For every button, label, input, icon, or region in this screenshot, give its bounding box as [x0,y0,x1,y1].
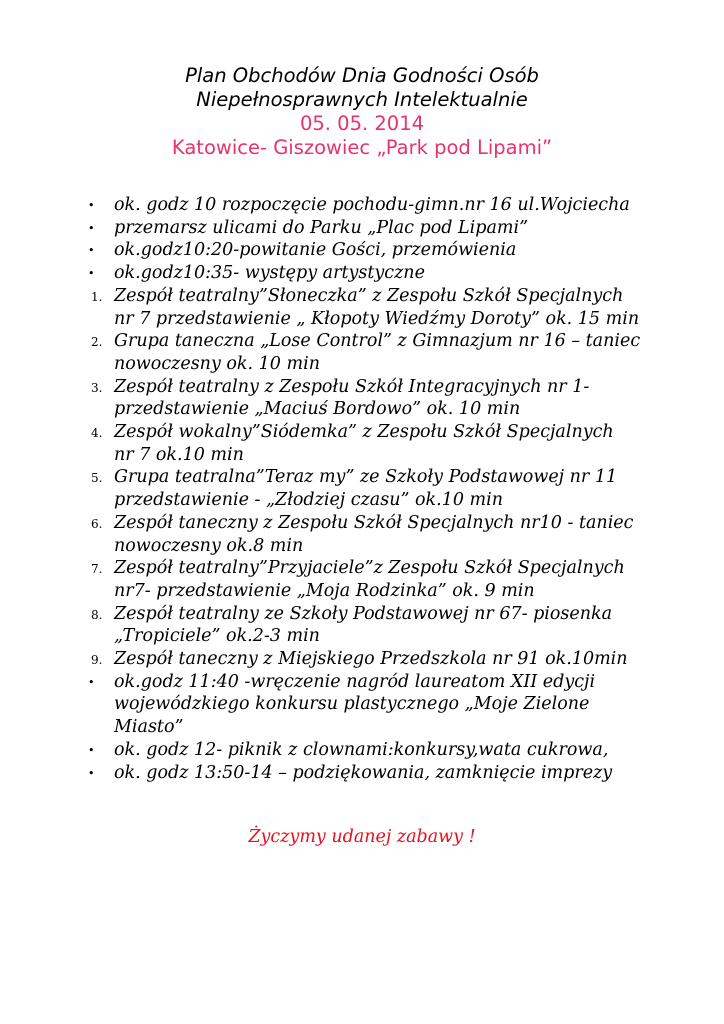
bullet-marker: • [88,675,95,689]
program-list [86,194,686,784]
program-item-text: przedstawienie „Maciuś Bordowo” ok. 10 min [114,399,521,420]
program-item [86,376,686,421]
bullet-marker: • [88,244,95,258]
number-marker: 6. [91,516,103,531]
bullet-marker: • [88,743,95,757]
program-item [86,262,686,285]
program-item [86,194,686,217]
program-item [86,330,686,375]
number-marker: 2. [91,335,103,350]
program-item [86,239,686,262]
closing-wish: Życzymy udanej zabawy ! [248,827,476,847]
program-item-text: przemarsz ulicami do Parku „Plac pod Lipami” [114,217,529,238]
program-item [86,671,686,739]
program-item-text: przedstawienie - „Złodziej czasu” ok.10 min [114,490,503,511]
program-item-text: wojewódzkiego konkursu plastycznego „Moje Zielone [114,694,590,715]
number-marker: 1. [91,289,103,304]
event-date: 05. 05. 2014 [299,112,425,135]
program-item-text: ok.godz10:35- występy artystyczne [114,263,425,284]
program-item [86,512,686,557]
program-item [86,739,686,762]
program-item-text: Zespół teatralny”Słoneczka” z Zespołu Szkół Specjalnych [114,285,624,306]
program-item-text: Zespół taneczny z Zespołu Szkół Specjalnych nr10 - taniec [114,512,634,533]
program-item-text: Zespół teatralny ze Szkoły Podstawowej nr 67- piosenka [114,603,613,624]
program-item-text: ok. godz 13:50-14 – podziękowania, zamknięcie imprezy [114,762,613,783]
program-item-text: „Tropiciele” ok.2-3 min [114,626,320,647]
program-item-text: Zespół wokalny”Siódemka” z Zespołu Szkół Specjalnych [114,422,614,443]
number-marker: 4. [91,426,103,441]
program-item-text: Miasto” [114,717,184,738]
number-marker: 9. [91,653,103,668]
title-block [0,64,724,160]
program-item [86,648,686,671]
event-location: Katowice- Giszowiec „Park pod Lipami” [171,136,553,159]
title-line-1: Plan Obchodów Dnia Godności Osób [185,64,539,87]
program-item [86,217,686,240]
program-item-text: nr7- przedstawienie „Moja Rodzinka” ok. 9 min [114,580,535,601]
bullet-marker: • [88,766,95,780]
program-item-text: nowoczesny ok. 10 min [114,353,320,374]
program-item-text: Grupa taneczna „Lose Control” z Gimnazjum nr 16 – taniec [114,331,641,352]
bullet-marker: • [88,267,95,281]
bullet-marker: • [88,221,95,235]
program-item-text: ok. godz 10 rozpoczęcie pochodu-gimn.nr 16 ul.Wojciecha [114,195,630,215]
program-item-text: ok. godz 12- piknik z clownami:konkursy,wata cukrowa, [114,739,609,760]
program-item-text: ok.godz10:20-powitanie Gości, przemówienia [114,240,517,261]
program-item-text: nr 7 przedstawienie „ Kłopoty Wiedźmy Doroty” ok. 15 min [114,308,640,329]
title-line-2: Niepełnosprawnych Intelektualnie [196,88,528,111]
program-item-text: ok.godz 11:40 -wręczenie nagród laureatom XII edycji [114,671,596,692]
program-item [86,762,686,785]
program-item-text: Grupa teatralna”Teraz my” ze Szkoły Podstawowej nr 11 [114,467,618,488]
number-marker: 5. [91,471,103,486]
program-item [86,466,686,511]
program-item-text: Zespół teatralny z Zespołu Szkół Integracyjnych nr 1- [114,376,590,397]
program-item-text: Zespół teatralny”Przyjaciele”z Zespołu Szkół Specjalnych [114,558,625,579]
program-item-text: nr 7 ok.10 min [114,444,244,465]
program-item-text: Zespół taneczny z Miejskiego Przedszkola nr 91 ok.10min [114,649,628,670]
number-marker: 3. [91,380,103,395]
bullet-marker: • [88,199,95,212]
program-item [86,421,686,466]
number-marker: 7. [91,562,103,577]
number-marker: 8. [91,607,103,622]
program-item [86,285,686,330]
program-item-text: nowoczesny ok.8 min [114,535,304,556]
program-item [86,603,686,648]
program-item [86,557,686,602]
